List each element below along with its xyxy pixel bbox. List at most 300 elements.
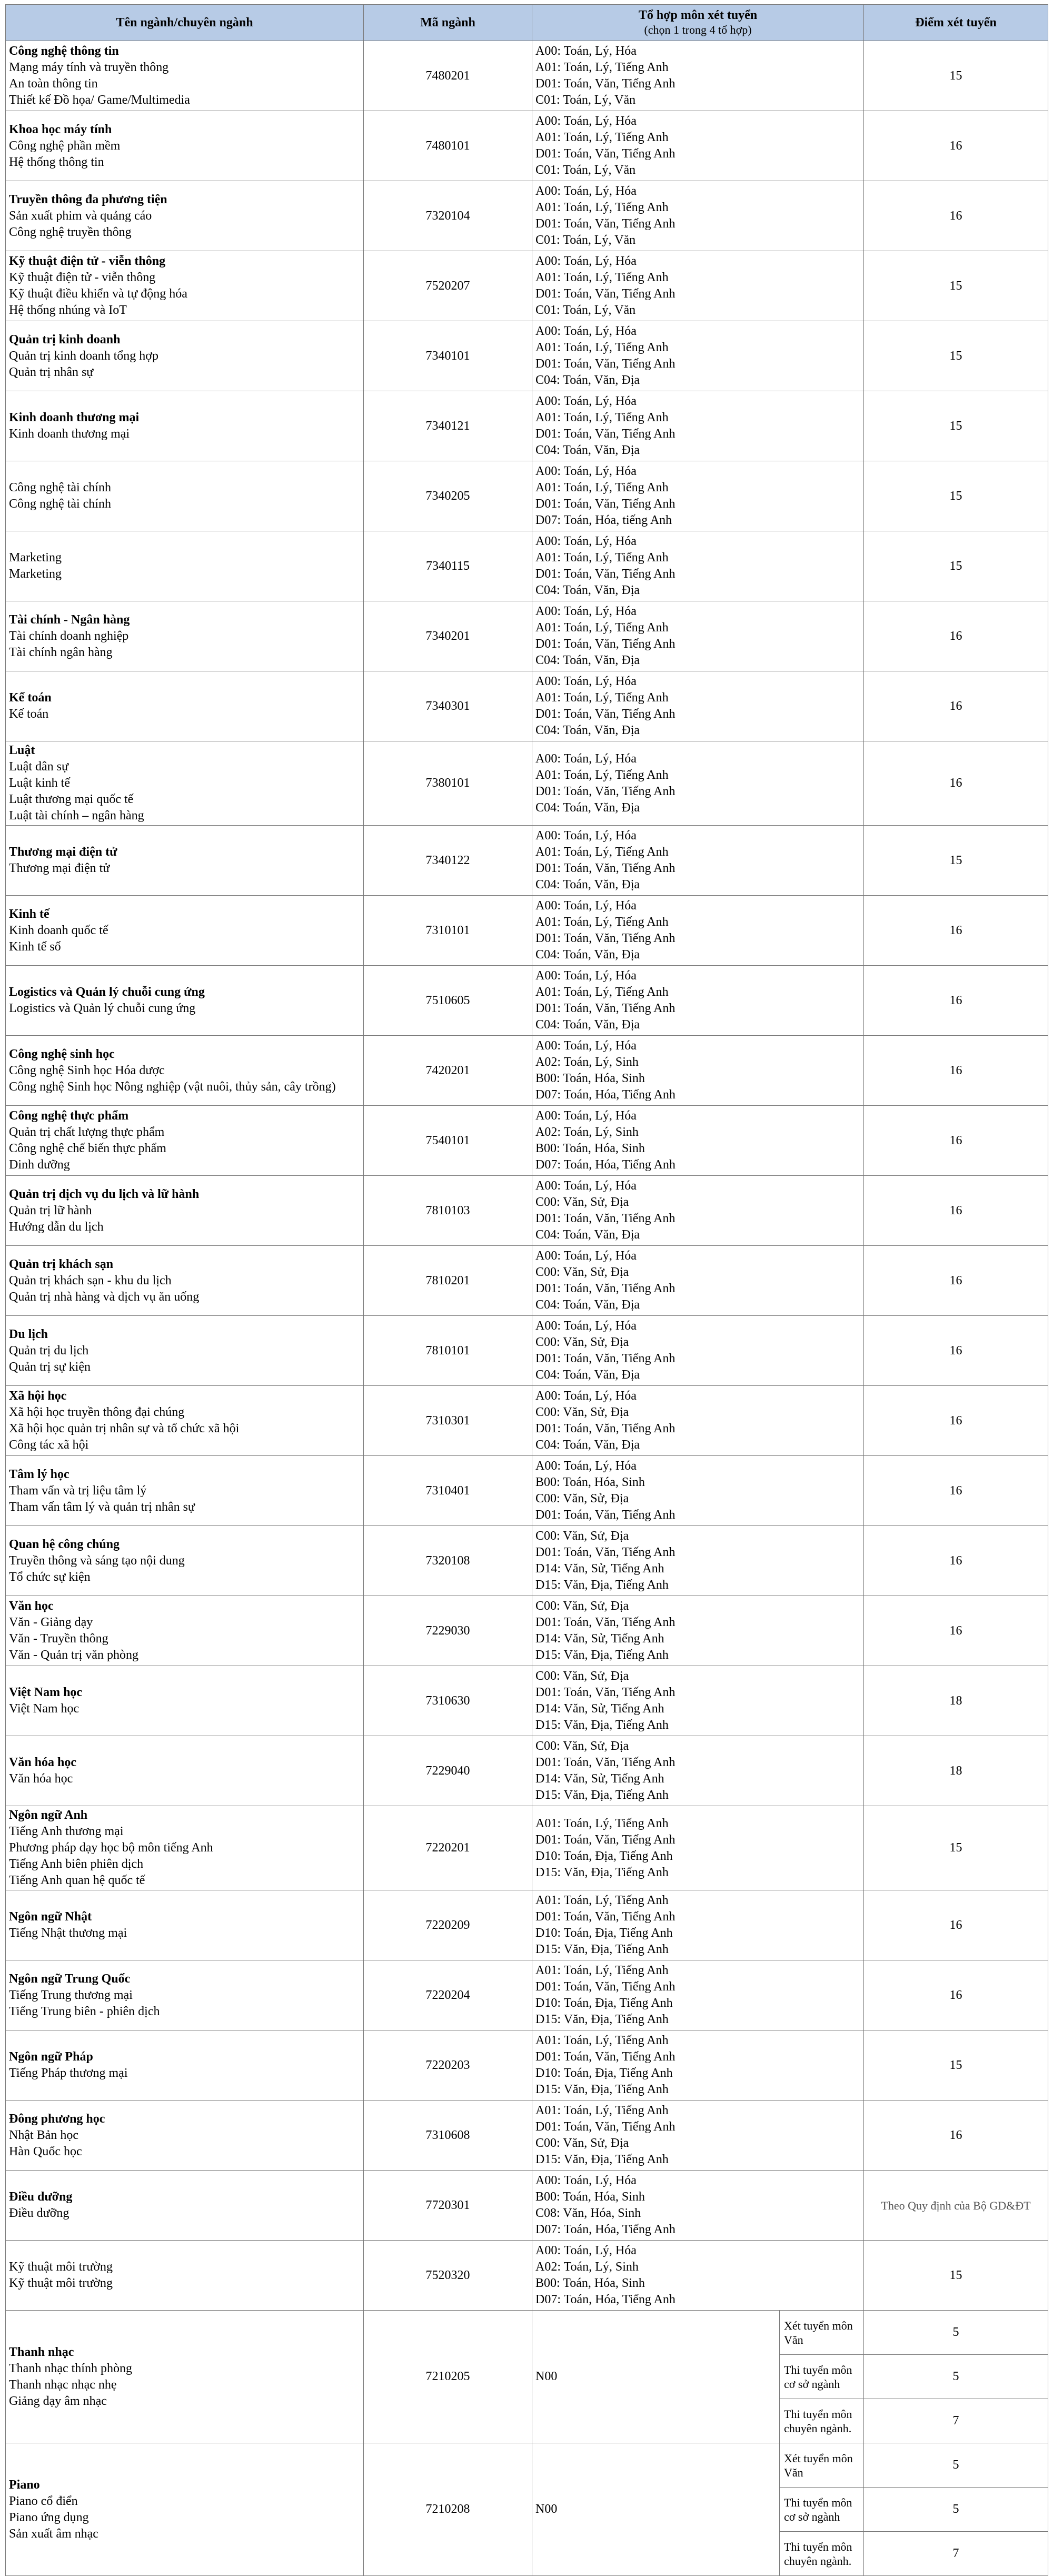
subject-combo: A00: Toán, Lý, Hóa bbox=[535, 2174, 637, 2187]
subject-combo: D10: Toán, Địa, Tiếng Anh bbox=[535, 2066, 673, 2080]
subject-combo-cell bbox=[532, 1526, 864, 1596]
subject-combo: B00: Toán, Hóa, Sinh bbox=[535, 2190, 645, 2204]
subject-combo: D01: Toán, Văn, Tiếng Anh bbox=[535, 567, 675, 581]
table-row bbox=[6, 1666, 1048, 1736]
table-row bbox=[6, 1596, 1048, 1666]
subject-combo-cell bbox=[532, 321, 864, 391]
major-title: Kinh doanh thương mại bbox=[9, 411, 140, 424]
specialization-item: Kỹ thuật điện tử - viễn thông bbox=[9, 271, 156, 284]
specialization-item: Quản trị chất lượng thực phẩm bbox=[9, 1125, 165, 1139]
subject-combo: D15: Văn, Địa, Tiếng Anh bbox=[535, 1865, 669, 1879]
major-code: 7310101 bbox=[364, 896, 532, 966]
admission-score: 16 bbox=[864, 2101, 1048, 2171]
major-title: Văn hóa học bbox=[9, 1756, 77, 1769]
subject-combo-cell bbox=[532, 111, 864, 181]
subject-combo: A01: Toán, Lý, Tiếng Anh bbox=[535, 551, 669, 564]
table-row bbox=[6, 1386, 1048, 1456]
subject-combo: A01: Toán, Lý, Tiếng Anh bbox=[535, 1894, 669, 1907]
subject-combo: C04: Toán, Văn, Địa bbox=[535, 443, 640, 457]
admission-score: 18 bbox=[864, 1736, 1048, 1806]
major-name-cell bbox=[6, 896, 364, 966]
subject-combo: C04: Toán, Văn, Địa bbox=[535, 373, 640, 387]
subject-combo: D10: Toán, Địa, Tiếng Anh bbox=[535, 1849, 673, 1863]
admission-table bbox=[5, 4, 1048, 2576]
specialization-item: Piano cổ điển bbox=[9, 2494, 78, 2508]
admission-score: 5 bbox=[864, 2488, 1048, 2532]
subject-combo-cell bbox=[532, 1316, 864, 1386]
specialization-item: Luật dân sự bbox=[9, 760, 68, 774]
major-code: 7320108 bbox=[364, 1526, 532, 1596]
specialization-item: Văn - Giảng dạy bbox=[9, 1616, 93, 1629]
major-name-cell bbox=[6, 601, 364, 671]
subject-combo: C00: Văn, Sử, Địa bbox=[535, 1265, 629, 1279]
subject-combo-cell bbox=[532, 1890, 864, 1960]
major-name-cell bbox=[6, 1890, 364, 1960]
subject-combo: B00: Toán, Hóa, Sinh bbox=[535, 1072, 645, 1085]
subject-combo: C04: Toán, Văn, Địa bbox=[535, 878, 640, 891]
major-name-cell bbox=[6, 461, 364, 531]
subject-combo: D01: Toán, Văn, Tiếng Anh bbox=[535, 1980, 675, 1994]
subject-combo: D07: Toán, Hóa, Tiếng Anh bbox=[535, 1158, 675, 1172]
major-name-cell bbox=[6, 1386, 364, 1456]
subject-combo: D01: Toán, Văn, Tiếng Anh bbox=[535, 1686, 675, 1699]
subject-combo: C04: Toán, Văn, Địa bbox=[535, 800, 640, 815]
specialization-item: Kế toán bbox=[9, 707, 49, 721]
major-code: 7480201 bbox=[364, 41, 532, 111]
specialization-item: Quản trị nhà hàng và dịch vụ ăn uống bbox=[9, 1290, 200, 1304]
admission-score: 5 bbox=[864, 2355, 1048, 2399]
specialization-item: Công nghệ Sinh học Nông nghiệp (vật nuôi, thủy sản, cây trồng) bbox=[9, 1079, 336, 1094]
subject-combo: A00: Toán, Lý, Hóa bbox=[535, 605, 637, 618]
specialization-item: Công nghệ phần mềm bbox=[9, 138, 121, 153]
subject-combo: D01: Toán, Văn, Tiếng Anh bbox=[535, 1832, 675, 1847]
subject-combo: D14: Văn, Sử, Tiếng Anh bbox=[535, 1632, 664, 1646]
exam-component-label: Thi tuyển môn chuyên ngành. bbox=[780, 2399, 864, 2443]
admission-score: 16 bbox=[864, 741, 1048, 826]
admission-score: 7 bbox=[864, 2532, 1048, 2576]
major-title: Truyền thông đa phương tiện bbox=[9, 192, 167, 206]
specialization-item: Tiếng Nhật thương mại bbox=[9, 1926, 127, 1940]
subject-combo: C00: Văn, Sử, Địa bbox=[535, 1739, 629, 1753]
subject-combo: D01: Toán, Văn, Tiếng Anh bbox=[535, 287, 675, 301]
subject-combo: D01: Toán, Văn, Tiếng Anh bbox=[535, 1282, 675, 1295]
subject-combo: A01: Toán, Lý, Tiếng Anh bbox=[535, 201, 669, 214]
specialization-item: Luật tài chính – ngân hàng bbox=[9, 809, 144, 823]
table-row bbox=[6, 1736, 1048, 1806]
table-row bbox=[6, 2171, 1048, 2241]
subject-combo: A01: Toán, Lý, Tiếng Anh bbox=[535, 2104, 669, 2117]
subject-combo: A00: Toán, Lý, Hóa bbox=[535, 1459, 637, 1473]
major-name-cell bbox=[6, 1246, 364, 1316]
specialization-item: Quản trị lữ hành bbox=[9, 1203, 92, 1217]
admission-score: 18 bbox=[864, 1666, 1048, 1736]
major-title: Tâm lý học bbox=[9, 1467, 69, 1481]
subject-combo: A00: Toán, Lý, Hóa bbox=[535, 1109, 637, 1123]
major-name-cell bbox=[6, 1526, 364, 1596]
table-row bbox=[6, 1456, 1048, 1526]
major-code: 7540101 bbox=[364, 1106, 532, 1176]
admission-score: 16 bbox=[864, 1960, 1048, 2030]
table-row bbox=[6, 1036, 1048, 1106]
table-row bbox=[6, 461, 1048, 531]
major-title: Khoa học máy tính bbox=[9, 122, 112, 136]
major-title: Marketing bbox=[9, 551, 62, 564]
major-code: 7220201 bbox=[364, 1806, 532, 1890]
subject-combo: D01: Toán, Văn, Tiếng Anh bbox=[535, 707, 675, 721]
admission-score: 16 bbox=[864, 1890, 1048, 1960]
subject-combo: A01: Toán, Lý, Tiếng Anh bbox=[535, 271, 669, 284]
major-code: 7810103 bbox=[364, 1176, 532, 1246]
table-row bbox=[6, 1526, 1048, 1596]
table-row bbox=[6, 2101, 1048, 2171]
subject-combo: A01: Toán, Lý, Tiếng Anh bbox=[535, 691, 669, 705]
specialization-item: Công nghệ truyền thông bbox=[9, 225, 132, 239]
table-row bbox=[6, 1806, 1048, 1890]
specialization-item: An toàn thông tin bbox=[9, 77, 98, 91]
major-title: Quản trị khách sạn bbox=[9, 1257, 114, 1271]
major-name-cell bbox=[6, 1666, 364, 1736]
specialization-item: Luật kinh tế bbox=[9, 776, 70, 790]
major-code: 7520320 bbox=[364, 2241, 532, 2311]
table-row bbox=[6, 41, 1048, 111]
admission-score: 7 bbox=[864, 2399, 1048, 2443]
specialization-item: Kỹ thuật môi trường bbox=[9, 2276, 113, 2290]
subject-combo: D15: Văn, Địa, Tiếng Anh bbox=[535, 1648, 669, 1662]
major-title: Quản trị dịch vụ du lịch và lữ hành bbox=[9, 1187, 200, 1201]
subject-combo: A00: Toán, Lý, Hóa bbox=[535, 324, 637, 338]
major-name-cell bbox=[6, 1036, 364, 1106]
subject-combo: C00: Văn, Sử, Địa bbox=[535, 2136, 629, 2150]
specialization-item: Hàn Quốc học bbox=[9, 2144, 82, 2158]
subject-combo-cell bbox=[532, 1596, 864, 1666]
subject-combo: D07: Toán, Hóa, Tiếng Anh bbox=[535, 2223, 675, 2236]
specialization-item: Tham vấn tâm lý và quản trị nhân sự bbox=[9, 1500, 195, 1514]
subject-combo: D07: Toán, Hóa, Tiếng Anh bbox=[535, 1088, 675, 1102]
subject-combo: D14: Văn, Sử, Tiếng Anh bbox=[535, 1772, 664, 1786]
subject-combo-cell bbox=[532, 1036, 864, 1106]
major-title: Kỹ thuật môi trường bbox=[9, 2260, 113, 2274]
subject-combo-cell bbox=[532, 531, 864, 601]
subject-combo: D01: Toán, Văn, Tiếng Anh bbox=[535, 637, 675, 651]
major-code: 7340201 bbox=[364, 601, 532, 671]
subject-combo: B00: Toán, Hóa, Sinh bbox=[535, 1475, 645, 1489]
admission-score: 15 bbox=[864, 41, 1048, 111]
specialization-item: Hệ thống thông tin bbox=[9, 155, 104, 169]
admission-score: 16 bbox=[864, 181, 1048, 251]
subject-combo: A00: Toán, Lý, Hóa bbox=[535, 969, 637, 983]
subject-combo: A01: Toán, Lý, Tiếng Anh bbox=[535, 411, 669, 424]
specialization-item: Piano ứng dụng bbox=[9, 2510, 89, 2524]
admission-score: 16 bbox=[864, 1106, 1048, 1176]
subject-combo: D01: Toán, Văn, Tiếng Anh bbox=[535, 1422, 675, 1435]
specialization-item: Phương pháp dạy học bộ môn tiếng Anh bbox=[9, 1841, 213, 1855]
major-code: 7510605 bbox=[364, 966, 532, 1036]
subject-combo: D15: Văn, Địa, Tiếng Anh bbox=[535, 2153, 669, 2166]
admission-score: 15 bbox=[864, 391, 1048, 461]
header-subject-combo bbox=[532, 5, 864, 41]
major-code: 7810101 bbox=[364, 1316, 532, 1386]
specialization-item: Dinh dưỡng bbox=[9, 1158, 70, 1172]
subject-combo: D01: Toán, Văn, Tiếng Anh bbox=[535, 2120, 675, 2134]
subject-combo-cell bbox=[532, 1806, 864, 1890]
subject-combo: A00: Toán, Lý, Hóa bbox=[535, 114, 637, 128]
subject-combo: A00: Toán, Lý, Hóa bbox=[535, 2244, 637, 2257]
major-name-cell bbox=[6, 671, 364, 741]
major-code: 7220209 bbox=[364, 1890, 532, 1960]
subject-combo-cell bbox=[532, 1176, 864, 1246]
specialization-item: Tiếng Pháp thương mại bbox=[9, 2066, 128, 2080]
admission-score: 16 bbox=[864, 1036, 1048, 1106]
subject-combo: D01: Toán, Văn, Tiếng Anh bbox=[535, 1910, 675, 1924]
subject-combo: D01: Toán, Văn, Tiếng Anh bbox=[535, 497, 675, 511]
exam-component-label: Xét tuyển môn Văn bbox=[780, 2443, 864, 2488]
specialization-item: Công nghệ tài chính bbox=[9, 497, 111, 511]
major-name-cell bbox=[6, 1596, 364, 1666]
major-title: Kỹ thuật điện tử - viễn thông bbox=[9, 254, 166, 268]
subject-combo: A00: Toán, Lý, Hóa bbox=[535, 751, 637, 766]
specialization-item: Văn - Quản trị văn phòng bbox=[9, 1648, 138, 1662]
subject-combo-cell bbox=[532, 2171, 864, 2241]
subject-combo: A00: Toán, Lý, Hóa bbox=[535, 394, 637, 408]
subject-combo-cell bbox=[532, 2241, 864, 2311]
subject-combo: D01: Toán, Văn, Tiếng Anh bbox=[535, 1756, 675, 1769]
subject-combo: C00: Văn, Sử, Địa bbox=[535, 1599, 629, 1613]
subject-combo: A02: Toán, Lý, Sinh bbox=[535, 1055, 639, 1069]
major-name-cell bbox=[6, 2101, 364, 2171]
subject-combo: D01: Toán, Văn, Tiếng Anh bbox=[535, 2050, 675, 2064]
major-title: Văn học bbox=[9, 1599, 54, 1613]
specialization-item: Hệ thống nhúng và IoT bbox=[9, 303, 127, 317]
major-code: 7480101 bbox=[364, 111, 532, 181]
specialization-item: Mạng máy tính và truyền thông bbox=[9, 61, 169, 74]
major-name-cell bbox=[6, 111, 364, 181]
subject-combo: D15: Văn, Địa, Tiếng Anh bbox=[535, 2083, 669, 2096]
major-title: Quản trị kinh doanh bbox=[9, 332, 121, 346]
subject-combo-cell bbox=[532, 1666, 864, 1736]
subject-combo-cell bbox=[532, 741, 864, 826]
subject-combo: B00: Toán, Hóa, Sinh bbox=[535, 1142, 645, 1155]
subject-combo: D01: Toán, Văn, Tiếng Anh bbox=[535, 1002, 675, 1015]
table-row bbox=[6, 1246, 1048, 1316]
major-code: 7720301 bbox=[364, 2171, 532, 2241]
subject-combo: D01: Toán, Văn, Tiếng Anh bbox=[535, 357, 675, 371]
specialization-item: Tiếng Anh quan hệ quốc tế bbox=[9, 1874, 145, 1887]
major-title: Piano bbox=[9, 2478, 40, 2492]
admission-score: 15 bbox=[864, 1806, 1048, 1890]
subject-combo-cell bbox=[532, 251, 864, 321]
major-name-cell bbox=[6, 2311, 364, 2443]
major-title: Ngôn ngữ Trung Quốc bbox=[9, 1971, 131, 1986]
subject-combo-cell bbox=[532, 391, 864, 461]
subject-combo: A01: Toán, Lý, Tiếng Anh bbox=[535, 341, 669, 354]
major-name-cell bbox=[6, 321, 364, 391]
major-title: Điều dưỡng bbox=[9, 2190, 73, 2204]
admission-score: 15 bbox=[864, 531, 1048, 601]
admission-score: 15 bbox=[864, 2030, 1048, 2101]
subject-combo: D01: Toán, Văn, Tiếng Anh bbox=[535, 147, 675, 161]
table-body bbox=[6, 41, 1048, 2576]
table-row bbox=[6, 2311, 1048, 2355]
major-title: Quan hệ công chúng bbox=[9, 1537, 120, 1551]
subject-combo: C04: Toán, Văn, Địa bbox=[535, 1228, 640, 1242]
table-row bbox=[6, 251, 1048, 321]
specialization-item: Kỹ thuật điều khiển và tự động hóa bbox=[9, 287, 187, 301]
subject-combo-cell bbox=[532, 181, 864, 251]
header-major-code: Mã ngành bbox=[364, 5, 532, 41]
subject-combo: D15: Văn, Địa, Tiếng Anh bbox=[535, 1718, 669, 1732]
specialization-item: Thiết kế Đồ họa/ Game/Multimedia bbox=[9, 93, 190, 107]
subject-combo: A00: Toán, Lý, Hóa bbox=[535, 1249, 637, 1263]
table-row bbox=[6, 391, 1048, 461]
subject-combo: C00: Văn, Sử, Địa bbox=[535, 1529, 629, 1543]
subject-combo-cell bbox=[532, 2030, 864, 2101]
major-title: Công nghệ tài chính bbox=[9, 481, 111, 494]
subject-combo: D01: Toán, Văn, Tiếng Anh bbox=[535, 1508, 675, 1522]
major-title: Ngôn ngữ Anh bbox=[9, 1808, 88, 1822]
major-title: Việt Nam học bbox=[9, 1686, 83, 1699]
major-code: 7340301 bbox=[364, 671, 532, 741]
subject-combo: A02: Toán, Lý, Sinh bbox=[535, 1125, 639, 1139]
major-code: 7340115 bbox=[364, 531, 532, 601]
exam-component-label: Thi tuyển môn cơ sở ngành bbox=[780, 2355, 864, 2399]
admission-score: Theo Quy định của Bộ GD&ĐT bbox=[864, 2171, 1048, 2241]
subject-combo-cell bbox=[532, 671, 864, 741]
admission-score: 5 bbox=[864, 2443, 1048, 2488]
specialization-item: Kinh doanh thương mại bbox=[9, 427, 130, 441]
major-code: 7340122 bbox=[364, 826, 532, 896]
header-combo-subtitle: (chọn 1 trong 4 tổ hợp) bbox=[644, 23, 752, 36]
major-name-cell bbox=[6, 826, 364, 896]
major-name-cell bbox=[6, 2030, 364, 2101]
specialization-item: Công nghệ Sinh học Hóa dược bbox=[9, 1063, 165, 1077]
major-code: 7340121 bbox=[364, 391, 532, 461]
major-name-cell bbox=[6, 181, 364, 251]
specialization-item: Thanh nhạc thính phòng bbox=[9, 2361, 132, 2375]
exam-component-label: Thi tuyển môn cơ sở ngành bbox=[780, 2488, 864, 2532]
specialization-item: Quản trị kinh doanh tổng hợp bbox=[9, 349, 158, 363]
subject-combo: C00: Văn, Sử, Địa bbox=[535, 1195, 629, 1209]
specialization-item: Thanh nhạc nhạc nhẹ bbox=[9, 2377, 117, 2392]
subject-combo: D01: Toán, Văn, Tiếng Anh bbox=[535, 427, 675, 441]
admission-score: 16 bbox=[864, 1526, 1048, 1596]
table-row bbox=[6, 1890, 1048, 1960]
table-row bbox=[6, 671, 1048, 741]
table-header-row bbox=[6, 5, 1048, 41]
subject-combo: C00: Văn, Sử, Địa bbox=[535, 1669, 629, 1683]
major-code: 7420201 bbox=[364, 1036, 532, 1106]
major-title: Luật bbox=[9, 744, 35, 757]
subject-combo-cell bbox=[532, 2101, 864, 2171]
specialization-item: Marketing bbox=[9, 567, 62, 581]
header-major-name: Tên ngành/chuyên ngành bbox=[6, 5, 364, 41]
major-name-cell bbox=[6, 1456, 364, 1526]
specialization-item: Văn - Truyền thông bbox=[9, 1632, 108, 1646]
specialization-item: Truyền thông và sáng tạo nội dung bbox=[9, 1553, 185, 1568]
major-name-cell bbox=[6, 741, 364, 826]
specialization-item: Tham vấn và trị liệu tâm lý bbox=[9, 1483, 147, 1498]
subject-combo: C04: Toán, Văn, Địa bbox=[535, 583, 640, 597]
specialization-item: Tài chính ngân hàng bbox=[9, 645, 113, 659]
specialization-item: Xã hội học truyền thông đại chúng bbox=[9, 1405, 185, 1419]
table-row bbox=[6, 601, 1048, 671]
subject-combo: C00: Văn, Sử, Địa bbox=[535, 1405, 629, 1419]
major-title: Kinh tế bbox=[9, 907, 49, 921]
major-title: Thương mại điện tử bbox=[9, 845, 117, 859]
major-title: Xã hội học bbox=[9, 1389, 67, 1403]
subject-combo: D01: Toán, Văn, Tiếng Anh bbox=[535, 1352, 675, 1365]
exam-component-label: Thi tuyển môn chuyên ngành. bbox=[780, 2532, 864, 2576]
major-title: Kế toán bbox=[9, 691, 52, 705]
major-code: 7320104 bbox=[364, 181, 532, 251]
subject-combo-cell bbox=[532, 1456, 864, 1526]
specialization-item: Sản xuất âm nhạc bbox=[9, 2527, 98, 2541]
specialization-item: Quản trị sự kiện bbox=[9, 1360, 91, 1374]
table-row bbox=[6, 2443, 1048, 2488]
subject-combo: C04: Toán, Văn, Địa bbox=[535, 653, 640, 667]
major-code: 7210205 bbox=[364, 2311, 532, 2443]
specialization-item: Xã hội học quản trị nhân sự và tổ chức xã hội bbox=[9, 1422, 240, 1435]
admission-score: 16 bbox=[864, 1246, 1048, 1316]
major-name-cell bbox=[6, 2241, 364, 2311]
subject-combo: C04: Toán, Văn, Địa bbox=[535, 1298, 640, 1312]
major-name-cell bbox=[6, 1960, 364, 2030]
subject-combo: A00: Toán, Lý, Hóa bbox=[535, 44, 637, 58]
specialization-item: Tiếng Trung biên - phiên dịch bbox=[9, 2004, 160, 2018]
subject-combo: A01: Toán, Lý, Tiếng Anh bbox=[535, 621, 669, 635]
specialization-item: Luật thương mại quốc tế bbox=[9, 792, 134, 806]
specialization-item: Sản xuất phim và quảng cáo bbox=[9, 209, 152, 223]
subject-combo-cell bbox=[532, 41, 864, 111]
subject-combo: D01: Toán, Văn, Tiếng Anh bbox=[535, 1545, 675, 1559]
table-row bbox=[6, 1176, 1048, 1246]
table-row bbox=[6, 1960, 1048, 2030]
specialization-item: Logistics và Quản lý chuỗi cung ứng bbox=[9, 1002, 196, 1015]
subject-combo: A01: Toán, Lý, Tiếng Anh bbox=[535, 915, 669, 929]
major-title: Công nghệ thông tin bbox=[9, 44, 119, 58]
header-combo-title: Tổ hợp môn xét tuyển bbox=[638, 8, 758, 22]
subject-combo: D10: Toán, Địa, Tiếng Anh bbox=[535, 1926, 673, 1940]
table-row bbox=[6, 1106, 1048, 1176]
subject-combo-cell bbox=[532, 1246, 864, 1316]
subject-combo: C01: Toán, Lý, Văn bbox=[535, 93, 636, 107]
subject-combo: B00: Toán, Hóa, Sinh bbox=[535, 2276, 645, 2290]
subject-combo: A01: Toán, Lý, Tiếng Anh bbox=[535, 768, 669, 782]
major-name-cell bbox=[6, 1736, 364, 1806]
header-score: Điểm xét tuyển bbox=[864, 5, 1048, 41]
subject-combo: D01: Toán, Văn, Tiếng Anh bbox=[535, 1212, 675, 1225]
admission-score: 5 bbox=[864, 2311, 1048, 2355]
subject-combo: A00: Toán, Lý, Hóa bbox=[535, 899, 637, 913]
table-row bbox=[6, 181, 1048, 251]
subject-combo: A00: Toán, Lý, Hóa bbox=[535, 1319, 637, 1333]
specialization-item: Kinh tế số bbox=[9, 939, 61, 954]
major-code: 7220204 bbox=[364, 1960, 532, 2030]
admission-score: 16 bbox=[864, 1316, 1048, 1386]
specialization-item: Tổ chức sự kiện bbox=[9, 1570, 91, 1584]
subject-combo: A00: Toán, Lý, Hóa bbox=[535, 1389, 637, 1403]
subject-combo-cell bbox=[532, 461, 864, 531]
major-name-cell bbox=[6, 1176, 364, 1246]
specialization-item: Kinh doanh quốc tế bbox=[9, 923, 108, 937]
subject-combo: A00: Toán, Lý, Hóa bbox=[535, 1179, 637, 1193]
subject-combo: A00: Toán, Lý, Hóa bbox=[535, 829, 637, 843]
admission-score: 16 bbox=[864, 1456, 1048, 1526]
major-title: Ngôn ngữ Nhật bbox=[9, 1910, 92, 1924]
major-name-cell bbox=[6, 41, 364, 111]
admission-score: 15 bbox=[864, 826, 1048, 896]
major-code: 7340101 bbox=[364, 321, 532, 391]
specialization-item: Thương mại điện tử bbox=[9, 861, 110, 875]
